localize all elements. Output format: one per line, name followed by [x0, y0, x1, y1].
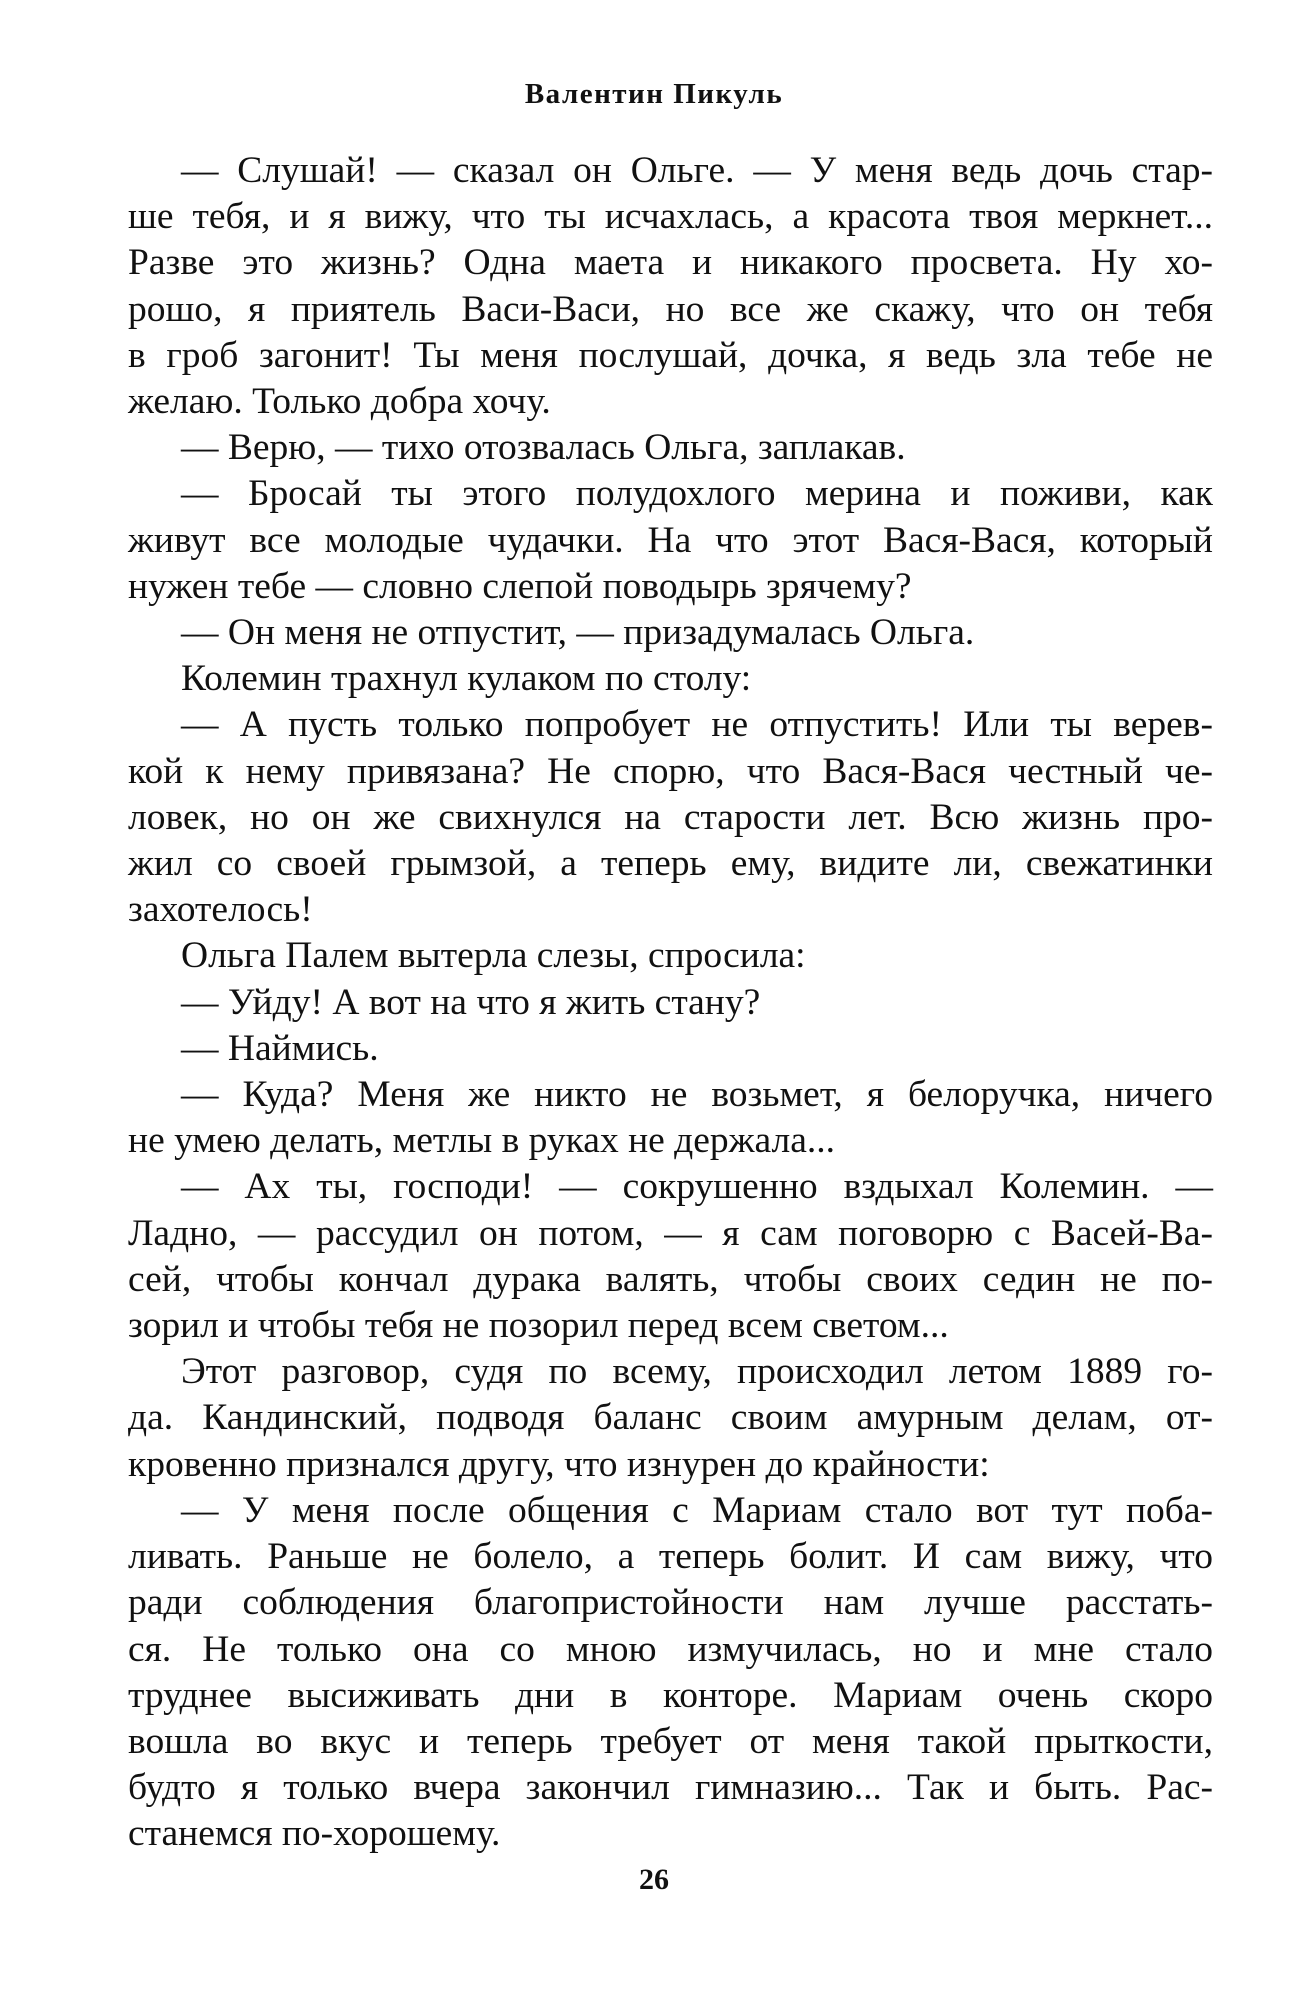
- text-line: да. Кандинский, подводя баланс своим амурным делам, от-: [128, 1397, 1213, 1439]
- text-line: кой к нему привязана? Не спорю, что Вася-Вася честный че-: [128, 750, 1213, 792]
- text-line: станемся по-хорошему.: [128, 1813, 501, 1855]
- text-line: зорил и чтобы тебя не позорил перед всем светом...: [128, 1305, 949, 1347]
- text-line: кровенно признался другу, что изнурен до крайности:: [128, 1443, 990, 1485]
- text-line: Разве это жизнь? Одна маета и никакого просвета. Ну хо-: [128, 242, 1213, 284]
- text-line: — Куда? Меня же никто не возьмет, я белоручка, ничего: [181, 1074, 1213, 1116]
- text-line: живут все молодые чудачки. На что этот Вася-Вася, который: [128, 519, 1213, 561]
- running-header: Валентин Пикуль: [524, 78, 784, 110]
- text-line: ше тебя, и я вижу, что ты исчахлась, а красота твоя меркнет...: [128, 196, 1213, 238]
- text-line: — Уйду! А вот на что я жить стану?: [181, 981, 761, 1023]
- text-line: не умею делать, метлы в руках не держала...: [128, 1120, 836, 1162]
- text-line: Ольга Палем вытерла слезы, спросила:: [181, 935, 806, 977]
- text-line: — Наймись.: [181, 1027, 379, 1069]
- text-line: желаю. Только добра хочу.: [128, 381, 551, 423]
- text-line: вошла во вкус и теперь требует от меня такой прыткости,: [128, 1720, 1213, 1762]
- text-line: — Ах ты, господи! — сокрушенно вздыхал Колемин. —: [181, 1166, 1213, 1208]
- page-number: 26: [639, 1863, 669, 1896]
- text-line: ради соблюдения благопристойности нам лучше расстать-: [128, 1582, 1213, 1624]
- text-line: — Бросай ты этого полудохлого мерина и поживи, как: [181, 473, 1213, 515]
- text-line: в гроб загонит! Ты меня послушай, дочка, я ведь зла тебе не: [128, 334, 1213, 376]
- text-line: — Он меня не отпустит, — призадумалась Ольга.: [181, 612, 975, 654]
- text-line: — Верю, — тихо отозвалась Ольга, заплакав.: [181, 427, 906, 469]
- text-line: Ладно, — рассудил он потом, — я сам поговорю с Васей-Ва-: [128, 1212, 1213, 1254]
- body-text: [128, 148, 1213, 1858]
- text-line: Колемин трахнул кулаком по столу:: [181, 658, 752, 700]
- text-line: труднее высиживать дни в конторе. Мариам очень скоро: [128, 1674, 1213, 1716]
- text-line: захотелось!: [128, 889, 313, 931]
- text-line: — А пусть только попробует не отпустить! Или ты верев-: [181, 704, 1213, 746]
- text-line: ся. Не только она со мною измучилась, но и мне стало: [128, 1628, 1213, 1670]
- text-line: — Слушай! — сказал он Ольге. — У меня ведь дочь стар-: [181, 150, 1213, 191]
- text-line: — У меня после общения с Мариам стало вот тут поба-: [181, 1489, 1213, 1531]
- text-line: ловек, но он же свихнулся на старости лет. Всю жизнь про-: [128, 796, 1213, 838]
- text-line: будто я только вчера закончил гимназию... Так и быть. Рас-: [128, 1767, 1213, 1809]
- text-line: сей, чтобы кончал дурака валять, чтобы своих седин не по-: [128, 1258, 1213, 1300]
- text-line: Этот разговор, судя по всему, происходил летом 1889 го-: [181, 1351, 1213, 1393]
- text-line: жил со своей грымзой, а теперь ему, видите ли, свежатинки: [128, 843, 1213, 885]
- text-line: нужен тебе — словно слепой поводырь зрячему?: [128, 565, 912, 607]
- text-line: ливать. Раньше не болело, а теперь болит. И сам вижу, что: [128, 1536, 1213, 1578]
- text-line: рошо, я приятель Васи-Васи, но все же скажу, что он тебя: [128, 288, 1213, 330]
